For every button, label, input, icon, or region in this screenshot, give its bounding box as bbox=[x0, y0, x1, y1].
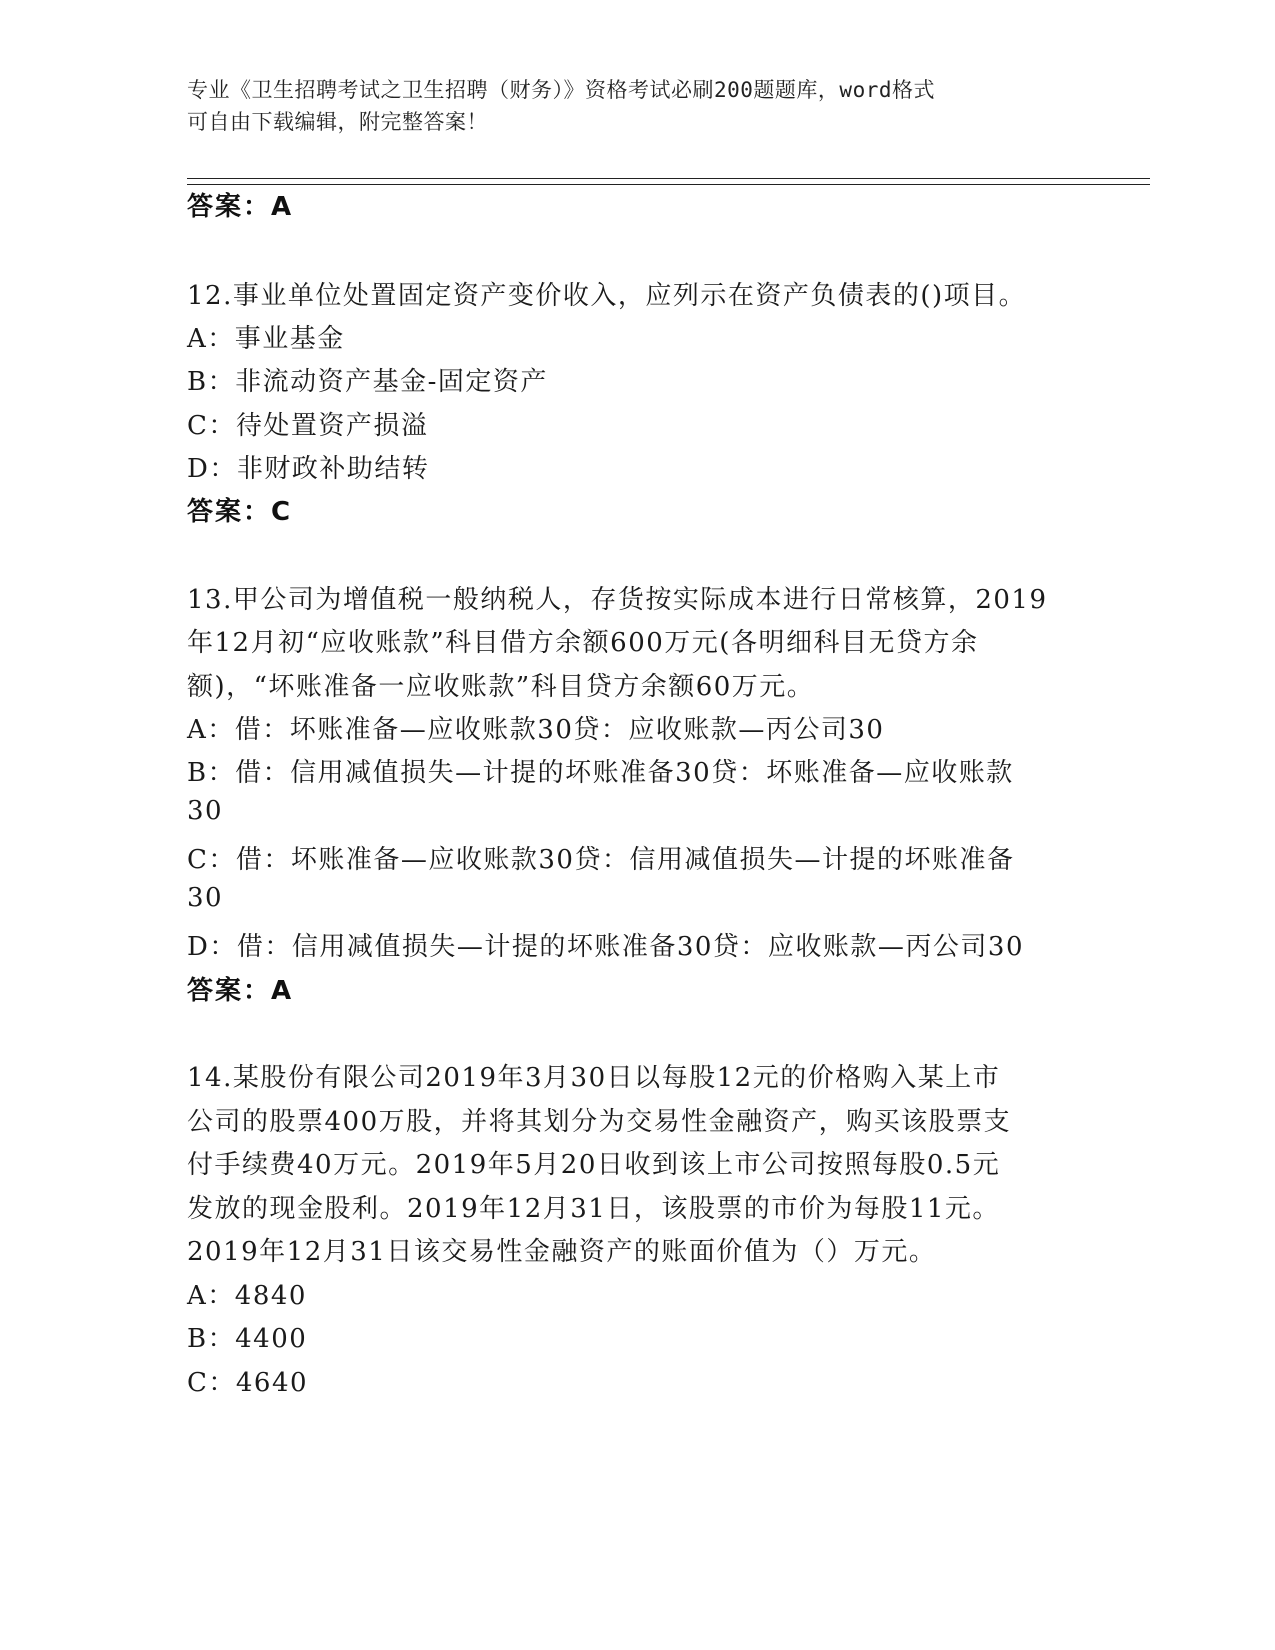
q14-stem-line: 发放的现金股利。2019年12月31日，该股票的市价为每股11元。 bbox=[187, 1194, 1000, 1224]
q14-stem-line: 公司的股票400万股，并将其划分为交易性金融资产，购买该股票支 bbox=[187, 1107, 1012, 1137]
header-divider-top bbox=[187, 178, 1150, 179]
q12-option-c: C：待处置资产损溢 bbox=[187, 411, 429, 441]
q13-answer: 答案：A bbox=[187, 976, 294, 1006]
q13-stem-line: 额)，“坏账准备一应收账款”科目贷方余额60万元。 bbox=[187, 672, 815, 702]
q13-option-b-continued: 30 bbox=[187, 796, 224, 826]
q12-answer: 答案：C bbox=[187, 497, 293, 527]
header-title-line-2: 可自由下载编辑，附完整答案！ bbox=[187, 110, 488, 134]
q13-option-d: D：借：信用减值损失—计提的坏账准备30贷：应收账款—丙公司30 bbox=[187, 932, 1025, 962]
q14-stem-line: 付手续费40万元。2019年5月20日收到该上市公司按照每股0.5元 bbox=[187, 1150, 1001, 1180]
q12-option-b: B：非流动资产基金-固定资产 bbox=[187, 367, 548, 397]
document-header bbox=[187, 74, 1067, 138]
q14-stem-line: 14.某股份有限公司2019年3月30日以每股12元的价格购入某上市 bbox=[187, 1063, 1001, 1093]
q14-stem-line: 2019年12月31日该交易性金融资产的账面价值为（）万元。 bbox=[187, 1237, 937, 1267]
q12-stem: 12.事业单位处置固定资产变价收入，应列示在资产负债表的()项目。 bbox=[187, 281, 1027, 311]
q13-option-b: B：借：信用减值损失—计提的坏账准备30贷：坏账准备—应收账款 bbox=[187, 758, 1014, 788]
header-title-line-1: 专业《卫生招聘考试之卫生招聘（财务）》资格考试必刷200题题库，word格式 bbox=[187, 78, 935, 102]
q14-option-c: C：4640 bbox=[187, 1368, 309, 1398]
header-divider-bottom bbox=[187, 184, 1150, 185]
q13-stem-line: 13.甲公司为增值税一般纳税人，存货按实际成本进行日常核算，2019 bbox=[187, 585, 1048, 615]
q13-stem-line: 年12月初“应收账款”科目借方余额600万元(各明细科目无贷方余 bbox=[187, 628, 979, 658]
q14-option-a: A：4840 bbox=[187, 1281, 307, 1311]
q12-option-d: D：非财政补助结转 bbox=[187, 454, 430, 484]
q13-option-a: A：借：坏账准备—应收账款30贷：应收账款—丙公司30 bbox=[187, 715, 885, 745]
q14-option-b: B：4400 bbox=[187, 1324, 308, 1354]
q13-option-c: C：借：坏账准备—应收账款30贷：信用减值损失—计提的坏账准备 bbox=[187, 845, 1015, 875]
q13-option-c-continued: 30 bbox=[187, 883, 224, 913]
q12-option-a: A：事业基金 bbox=[187, 324, 345, 354]
previous-answer: 答案：A bbox=[187, 192, 294, 222]
